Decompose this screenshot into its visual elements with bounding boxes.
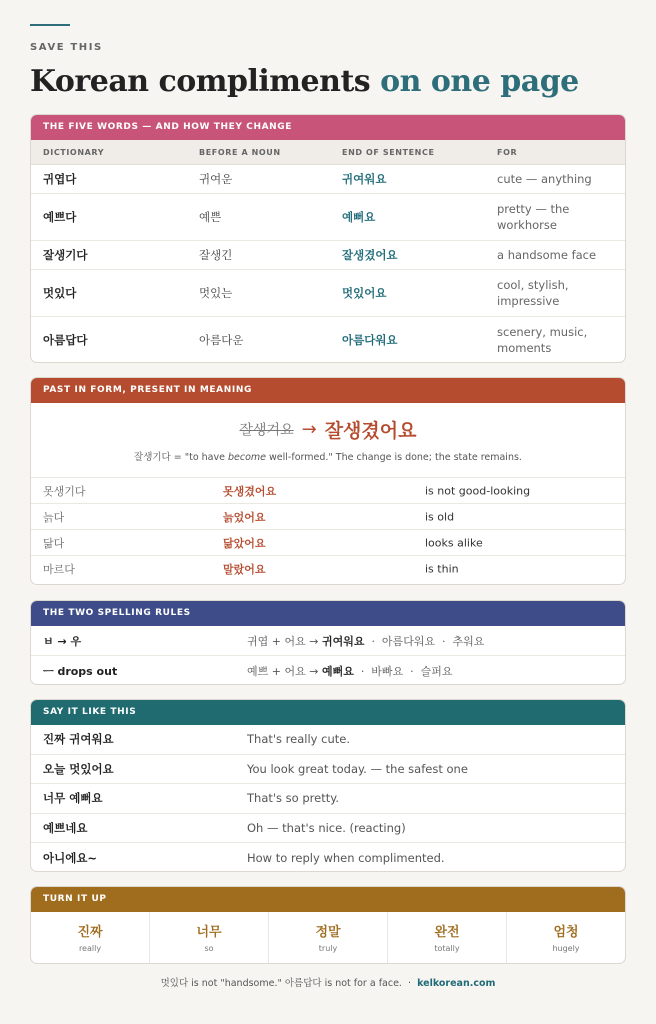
example-result: 예뻐요	[321, 665, 354, 678]
rule-name: ㅂ → 우	[43, 634, 82, 648]
meaning: is old	[425, 510, 455, 523]
usage: cool, stylish, impressive	[497, 278, 569, 308]
rule-name: ㅡ drops out	[43, 665, 118, 678]
intensifier-row	[31, 912, 625, 963]
table-row	[31, 317, 625, 363]
dict-form: 아름답다	[43, 333, 88, 347]
five-words-card	[30, 114, 626, 363]
footer	[0, 975, 656, 989]
explanation-caption	[31, 449, 625, 463]
intensifier-korean: 완전	[434, 925, 460, 940]
arrow-icon: →	[301, 419, 317, 440]
base-verb: 못생기다	[43, 484, 86, 498]
rule-example	[247, 663, 453, 679]
korean-phrase: 너무 예뻐요	[43, 791, 103, 806]
intensifier-english: really	[78, 944, 102, 953]
footer-separator: ·	[401, 978, 418, 989]
intensifier-korean: 정말	[315, 925, 341, 940]
noun-form: 멋있는	[199, 286, 233, 300]
table-row	[31, 165, 625, 194]
intensifier-korean: 엄청	[553, 925, 579, 940]
intensifier-korean: 너무	[196, 925, 222, 940]
dict-form: 잘생기다	[43, 248, 88, 262]
base-verb: 닮다	[43, 536, 65, 550]
end-form: 아름다워요	[342, 333, 398, 347]
rule-example	[247, 633, 484, 649]
past-form: 늙었어요	[223, 510, 266, 524]
past-form-band: PAST IN FORM, PRESENT IN MEANING	[31, 378, 625, 403]
english-gloss: That's really cute.	[247, 732, 350, 747]
noun-form: 잘생긴	[199, 248, 233, 262]
phrase-row	[31, 814, 625, 844]
dict-form: 예쁘다	[43, 210, 77, 224]
past-list	[31, 477, 625, 581]
usage: scenery, music, moments	[497, 325, 588, 355]
intensifier-item	[388, 912, 507, 963]
base-verb: 늙다	[43, 510, 65, 524]
phrase-row	[31, 784, 625, 814]
top-accent-bar	[30, 24, 70, 26]
intensifier-item	[150, 912, 269, 963]
header-end-sentence: END OF SENTENCE	[342, 147, 435, 157]
end-form: 예뻐요	[342, 210, 376, 224]
noun-form: 예쁜	[199, 210, 222, 224]
intensifier-english: totally	[434, 944, 460, 953]
intensifier-korean: 진짜	[77, 925, 103, 940]
footer-note: 멋있다 is not "handsome." 아름답다 is not for a face.	[160, 978, 402, 989]
spelling-band: THE TWO SPELLING RULES	[31, 601, 625, 626]
list-item	[31, 555, 625, 581]
page-title	[30, 64, 579, 99]
example-more: · 바빠요 · 슬퍼요	[353, 665, 453, 678]
table-header	[31, 140, 625, 165]
past-form: 말랐어요	[223, 562, 266, 576]
phrase-row	[31, 755, 625, 785]
caption-emphasis: become	[228, 452, 267, 463]
example-part: 예쁘 + 어요 →	[247, 665, 322, 678]
title-main: Korean compliments	[30, 64, 371, 99]
list-item	[31, 503, 625, 529]
intensifier-english: truly	[318, 944, 338, 953]
phrase-row	[31, 843, 625, 872]
usage: cute — anything	[497, 172, 592, 186]
noun-form: 귀여운	[199, 172, 233, 186]
intensifier-item	[269, 912, 388, 963]
caption-part: 잘생기다 = "to have	[134, 452, 228, 463]
example-result: 귀여워요	[321, 634, 365, 648]
past-form: 못생겼어요	[223, 484, 277, 498]
meaning: is not good-looking	[425, 484, 531, 497]
korean-phrase: 아니에요~	[43, 850, 98, 865]
rule-row	[31, 626, 625, 656]
header-for: FOR	[497, 147, 518, 157]
end-form: 귀여워요	[342, 172, 387, 186]
phrase-row	[31, 725, 625, 755]
intensifier-item	[507, 912, 625, 963]
table-row	[31, 194, 625, 241]
table-row	[31, 241, 625, 270]
meaning: looks alike	[425, 536, 483, 549]
english-gloss: You look great today. — the safest one	[247, 761, 468, 776]
spelling-rules-card	[30, 600, 626, 685]
header-dictionary: DICTIONARY	[43, 147, 105, 157]
past-form: 닮았어요	[223, 536, 266, 550]
base-verb: 마르다	[43, 562, 75, 576]
turn-it-up-card	[30, 886, 626, 964]
old-form: 잘생겨요	[239, 422, 294, 439]
noun-form: 아름다운	[199, 333, 244, 347]
turn-it-up-band: TURN IT UP	[31, 887, 625, 912]
meaning: is thin	[425, 562, 459, 575]
header-before-noun: BEFORE A NOUN	[199, 147, 281, 157]
korean-phrase: 예쁘네요	[43, 820, 88, 835]
table-row	[31, 270, 625, 317]
korean-phrase: 진짜 귀여워요	[43, 732, 114, 747]
caption-part: well-formed." The change is done; the state remains.	[266, 452, 522, 463]
hero-transform	[31, 416, 625, 444]
past-form-card	[30, 377, 626, 585]
list-item	[31, 477, 625, 503]
new-form: 잘생겼어요	[324, 420, 417, 442]
end-form: 잘생겼어요	[342, 248, 398, 262]
english-gloss: How to reply when complimented.	[247, 850, 445, 865]
dict-form: 멋있다	[43, 286, 77, 300]
usage: a handsome face	[497, 248, 597, 262]
korean-phrase: 오늘 멋있어요	[43, 761, 114, 776]
dict-form: 귀엽다	[43, 172, 77, 186]
five-words-band: THE FIVE WORDS — AND HOW THEY CHANGE	[31, 115, 625, 140]
english-gloss: That's so pretty.	[247, 791, 340, 806]
english-gloss: Oh — that's nice. (reacting)	[247, 820, 406, 835]
example-part: 귀엽 + 어요 →	[247, 634, 322, 648]
title-accent: on one page	[380, 64, 579, 99]
intensifier-english: hugely	[552, 944, 580, 953]
list-item	[31, 529, 625, 555]
say-it-band: SAY IT LIKE THIS	[31, 700, 625, 725]
say-it-card	[30, 699, 626, 872]
site-link[interactable]: kelkorean.com	[417, 978, 496, 989]
end-form: 멋있어요	[342, 286, 387, 300]
rule-row	[31, 656, 625, 685]
intensifier-item	[31, 912, 150, 963]
kicker: SAVE THIS	[30, 42, 103, 53]
example-more: · 아름다워요 · 추워요	[364, 634, 485, 648]
intensifier-english: so	[204, 944, 214, 953]
usage: pretty — the workhorse	[497, 202, 570, 232]
